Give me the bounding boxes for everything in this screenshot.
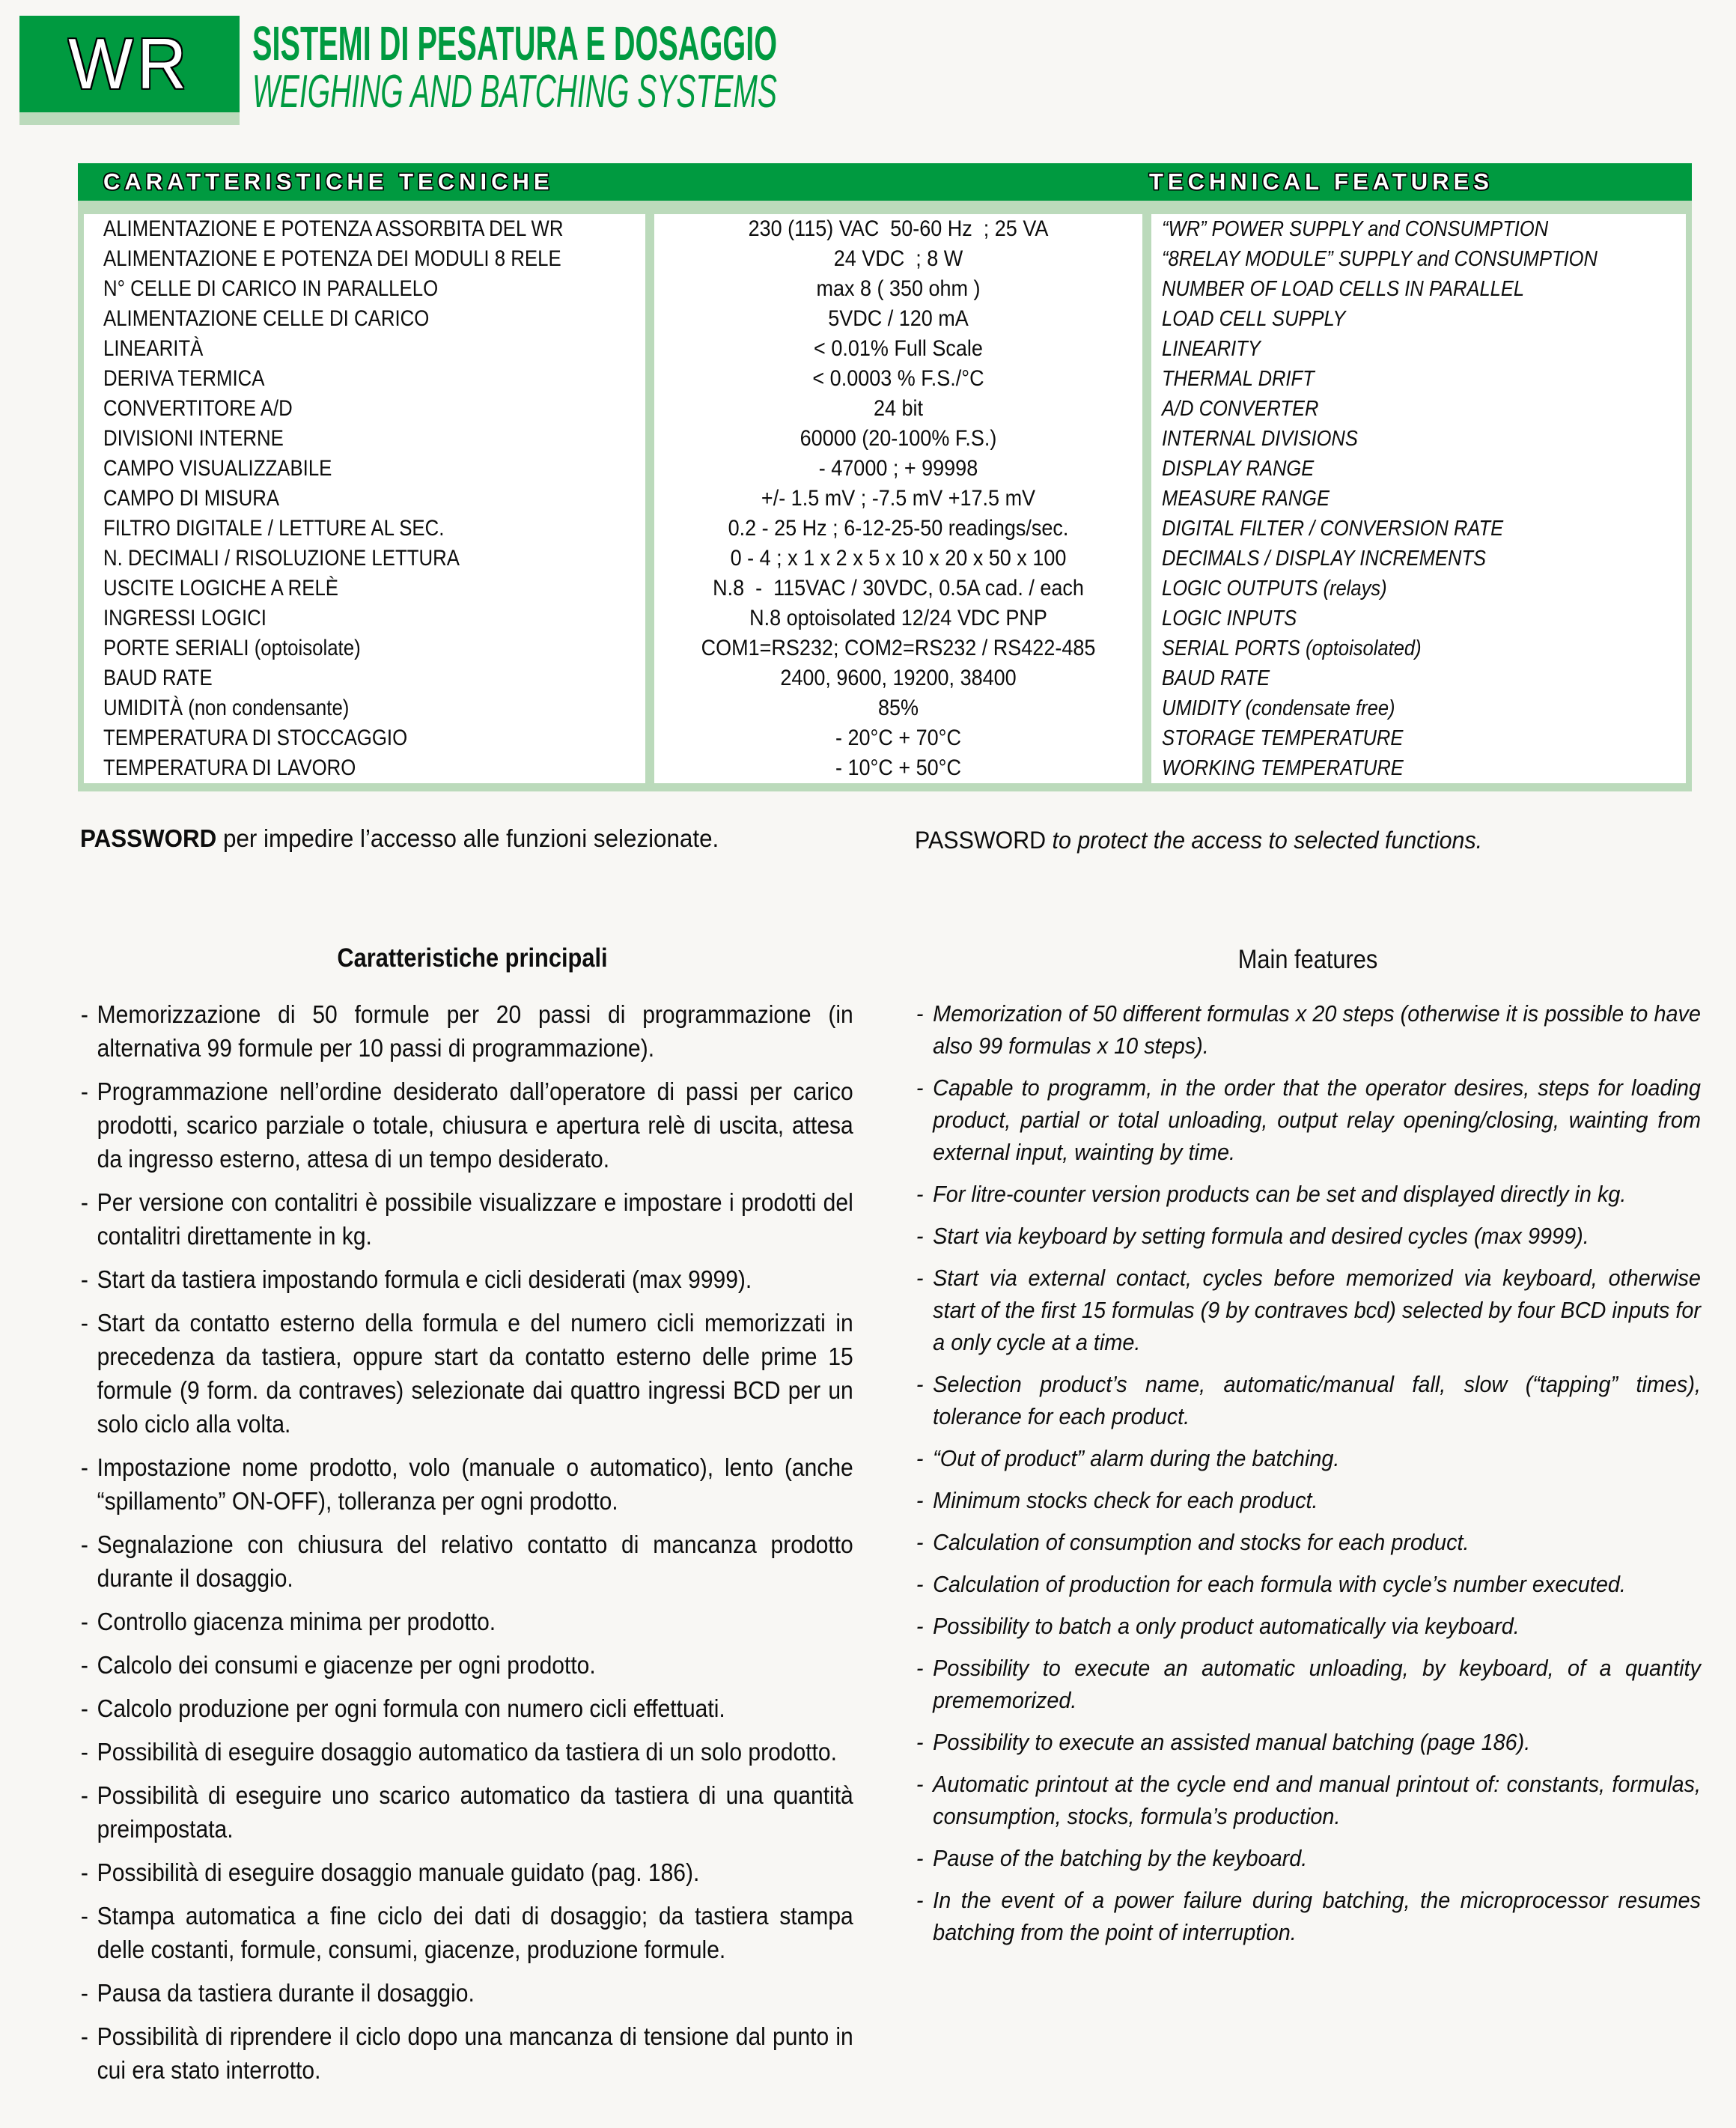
spec-label-english: BAUD RATE <box>1162 666 1270 690</box>
features-list-english <box>915 997 1701 1958</box>
page-title-english: WEIGHING AND BATCHING SYSTEMS <box>252 66 777 118</box>
spec-label-english: UMIDITY (condensate free) <box>1162 696 1395 720</box>
feature-text: Possibilità di eseguire dosaggio manuale guidato (pag. 186). <box>97 1858 700 1886</box>
bullet-dash: - <box>916 1371 924 1397</box>
spec-value: < 0.01% Full Scale <box>814 336 983 361</box>
spec-label-english: NUMBER OF LOAD CELLS IN PARALLEL <box>1162 277 1525 301</box>
spec-label-english: LOGIC OUTPUTS (relays) <box>1162 577 1387 601</box>
table-body <box>78 201 1692 791</box>
spec-value: 230 (115) VAC 50-60 Hz ; 25 VA <box>748 216 1049 241</box>
feature-item <box>915 1842 1701 1874</box>
password-word-italian: PASSWORD <box>80 824 217 852</box>
spec-label-italian: UMIDITÀ (non condensante) <box>103 696 350 720</box>
bullet-dash: - <box>916 1655 924 1681</box>
bullet-dash: - <box>80 1858 88 1886</box>
feature-item <box>79 1648 853 1682</box>
bullet-dash: - <box>80 1694 88 1722</box>
spec-value: < 0.0003 % F.S./°C <box>812 366 984 391</box>
table-header-english: TECHNICAL FEATURES <box>1149 168 1493 195</box>
bullet-dash: - <box>80 1608 88 1635</box>
spec-value: 60000 (20-100% F.S.) <box>800 426 997 451</box>
spec-label-italian: N° CELLE DI CARICO IN PARALLELO <box>103 276 439 301</box>
spec-value: 2400, 9600, 19200, 38400 <box>780 666 1017 690</box>
spec-label-english: “8RELAY MODULE” SUPPLY and CONSUMPTION <box>1162 247 1598 271</box>
feature-item <box>79 1855 853 1889</box>
spec-label-english: MEASURE RANGE <box>1162 487 1330 511</box>
feature-item <box>915 1220 1701 1252</box>
bullet-dash: - <box>80 1651 88 1679</box>
spec-value: 85% <box>877 696 919 720</box>
feature-text: Possibilità di eseguire uno scarico automatico da tastiera di una quantità preimpostata. <box>97 1781 853 1843</box>
feature-text: Start da tastiera impostando formula e cicli desiderati (max 9999). <box>97 1265 752 1293</box>
feature-item <box>79 1450 853 1518</box>
bullet-dash: - <box>80 1781 88 1809</box>
bullet-dash: - <box>80 1000 88 1028</box>
bullet-dash: - <box>80 2022 88 2050</box>
feature-item <box>79 1306 853 1441</box>
feature-text: Start via external contact, cycles before memorized via keyboard, otherwise start of the first 15 formulas (9 by contraves bcd) selected by four BCD inputs for a only cycle at a time. <box>933 1265 1701 1355</box>
feature-text: Automatic printout at the cycle end and manual printout of: constants, formulas, consumption, stocks, formula’s production. <box>933 1771 1701 1829</box>
spec-label-english: SERIAL PORTS (optoisolated) <box>1162 636 1422 660</box>
feature-item <box>79 1262 853 1296</box>
bullet-dash: - <box>916 1845 924 1871</box>
spec-label-english: LINEARITY <box>1162 337 1261 361</box>
spec-label-italian: FILTRO DIGITALE / LETTURE AL SEC. <box>103 516 445 541</box>
spec-value: N.8 - 115VAC / 30VDC, 0.5A cad. / each <box>713 576 1084 601</box>
bullet-dash: - <box>916 1074 924 1101</box>
bullet-dash: - <box>916 1445 924 1471</box>
spec-value: COM1=RS232; COM2=RS232 / RS422-485 <box>701 636 1096 660</box>
bullet-dash: - <box>916 1771 924 1797</box>
technical-features-table <box>78 163 1692 791</box>
password-text-english: to protect the access to selected functions. <box>1046 827 1483 854</box>
feature-text: Memorizzazione di 50 formule per 20 passi di programmazione (in alternativa 99 formule per 10 passi di programmazione). <box>97 1000 853 1062</box>
spec-label-italian: DERIVA TERMICA <box>103 366 265 391</box>
spec-label-italian: CAMPO VISUALIZZABILE <box>103 456 332 481</box>
bullet-dash: - <box>916 1487 924 1513</box>
spec-label-italian: PORTE SERIALI (optoisolate) <box>103 636 361 660</box>
password-word-english: PASSWORD <box>915 827 1047 854</box>
spec-label-italian: LINEARITÀ <box>103 336 204 361</box>
feature-text: Possibility to execute an automatic unloading, by keyboard, of a quantity prememorized. <box>933 1655 1701 1713</box>
spec-value: +/- 1.5 mV ; -7.5 mV +17.5 mV <box>761 486 1036 511</box>
feature-item <box>915 1178 1701 1210</box>
bullet-dash: - <box>916 1729 924 1755</box>
feature-item <box>915 1726 1701 1758</box>
feature-text: In the event of a power failure during batching, the microprocessor resumes batching from the point of interruption. <box>933 1887 1701 1945</box>
feature-text: Segnalazione con chiusura del relativo contatto di mancanza prodotto durante il dosaggio. <box>97 1530 853 1592</box>
password-note-italian <box>80 822 719 855</box>
wr-logo-strip <box>19 112 240 125</box>
spec-label-english: INTERNAL DIVISIONS <box>1162 427 1358 451</box>
feature-item <box>79 997 853 1065</box>
feature-item <box>915 1442 1701 1474</box>
spec-value: 0.2 - 25 Hz ; 6-12-25-50 readings/sec. <box>728 516 1069 541</box>
feature-item <box>915 1768 1701 1832</box>
bullet-dash: - <box>80 1077 88 1105</box>
spec-label-italian: ALIMENTAZIONE CELLE DI CARICO <box>103 306 430 331</box>
feature-item <box>79 1899 853 1966</box>
features-title-italian: Caratteristiche principali <box>337 943 608 973</box>
bullet-dash: - <box>916 1571 924 1597</box>
spec-label-italian: ALIMENTAZIONE E POTENZA ASSORBITA DEL WR <box>103 216 564 241</box>
feature-text: Selection product’s name, automatic/manual fall, slow (“tapping” times), tolerance for each product. <box>933 1371 1701 1429</box>
spec-label-english: LOGIC INPUTS <box>1162 607 1297 630</box>
spec-value: max 8 ( 350 ohm ) <box>816 276 981 301</box>
spec-label-english: WORKING TEMPERATURE <box>1162 756 1404 780</box>
bullet-dash: - <box>916 1181 924 1207</box>
bullet-dash: - <box>916 1000 924 1027</box>
feature-text: Possibilità di riprendere il ciclo dopo una mancanza di tensione dal punto in cui era stato interrotto. <box>97 2022 853 2084</box>
password-text-italian: per impedire l’accesso alle funzioni selezionate. <box>216 824 719 852</box>
feature-item <box>915 1526 1701 1558</box>
bullet-dash: - <box>80 1309 88 1337</box>
feature-item <box>79 1976 853 2010</box>
feature-item <box>915 1652 1701 1716</box>
spec-label-english: DISPLAY RANGE <box>1162 457 1315 481</box>
spec-value: 24 VDC ; 8 W <box>833 246 963 271</box>
spec-label-italian: N. DECIMALI / RISOLUZIONE LETTURA <box>103 546 460 571</box>
feature-text: Stampa automatica a fine ciclo dei dati di dosaggio; da tastiera stampa delle costanti, formule, consumi, giacenze, produzione formule. <box>97 1902 853 1963</box>
bullet-dash: - <box>80 1265 88 1293</box>
feature-item <box>915 1071 1701 1168</box>
spec-label-italian: TEMPERATURA DI LAVORO <box>103 756 356 780</box>
bullet-dash: - <box>916 1887 924 1913</box>
feature-text: Calculation of consumption and stocks for each product. <box>933 1529 1469 1555</box>
feature-text: Possibility to execute an assisted manual batching (page 186). <box>933 1729 1531 1755</box>
feature-item <box>79 1074 853 1176</box>
spec-label-english: DIGITAL FILTER / CONVERSION RATE <box>1162 517 1504 541</box>
feature-text: Pausa da tastiera durante il dosaggio. <box>97 1979 475 2007</box>
feature-text: “Out of product” alarm during the batching. <box>933 1445 1340 1471</box>
page-title-italian: SISTEMI DI PESATURA E DOSAGGIO <box>252 16 778 70</box>
feature-item <box>79 1778 853 1846</box>
spec-label-english: STORAGE TEMPERATURE <box>1162 726 1404 750</box>
wr-logo <box>19 16 240 112</box>
feature-text: Start via keyboard by setting formula and desired cycles (max 9999). <box>933 1223 1589 1249</box>
feature-text: For litre-counter version products can be set and displayed directly in kg. <box>933 1181 1627 1207</box>
table-header-bar <box>78 163 1692 201</box>
bullet-dash: - <box>80 1979 88 2007</box>
feature-text: Possibilità di eseguire dosaggio automatico da tastiera di un solo prodotto. <box>97 1738 837 1766</box>
feature-text: Calculation of production for each formula with cycle’s number executed. <box>933 1571 1626 1597</box>
feature-item <box>915 1484 1701 1516</box>
spec-value: 5VDC / 120 mA <box>828 306 969 331</box>
password-note-english <box>915 824 1482 857</box>
spec-label-italian: DIVISIONI INTERNE <box>103 426 284 451</box>
spec-label-english: “WR” POWER SUPPLY and CONSUMPTION <box>1162 217 1549 241</box>
feature-text: Possibility to batch a only product automatically via keyboard. <box>933 1613 1520 1639</box>
bullet-dash: - <box>80 1453 88 1481</box>
feature-item <box>79 1527 853 1595</box>
spec-label-italian: ALIMENTAZIONE E POTENZA DEI MODULI 8 RELE <box>103 246 561 271</box>
feature-item <box>915 1368 1701 1432</box>
spec-value: - 10°C + 50°C <box>835 756 961 780</box>
spec-value: - 20°C + 70°C <box>835 726 961 750</box>
spec-label-italian: TEMPERATURA DI STOCCAGGIO <box>103 726 408 750</box>
features-list-italian <box>79 997 853 2097</box>
spec-col-values <box>654 214 1142 783</box>
feature-item <box>915 1568 1701 1600</box>
wr-logo-text: WR <box>68 23 191 104</box>
bullet-dash: - <box>80 1188 88 1216</box>
spec-label-italian: BAUD RATE <box>103 666 213 690</box>
spec-col-italian <box>84 214 645 783</box>
bullet-dash: - <box>916 1613 924 1639</box>
feature-item <box>915 1884 1701 1948</box>
bullet-dash: - <box>80 1902 88 1930</box>
feature-item <box>79 1605 853 1638</box>
feature-text: Impostazione nome prodotto, volo (manuale o automatico), lento (anche “spillamento” ON-OFF), tolleranza per ogni prodotto. <box>97 1453 853 1515</box>
spec-label-english: DECIMALS / DISPLAY INCREMENTS <box>1162 547 1487 571</box>
bullet-dash: - <box>916 1223 924 1249</box>
feature-item <box>79 1735 853 1769</box>
spec-value: - 47000 ; + 99998 <box>818 456 978 481</box>
spec-value: 0 - 4 ; x 1 x 2 x 5 x 10 x 20 x 50 x 100 <box>730 546 1067 571</box>
feature-item <box>79 1185 853 1253</box>
feature-item <box>915 1610 1701 1642</box>
spec-label-english: THERMAL DRIFT <box>1162 367 1315 391</box>
feature-text: Start da contatto esterno della formula e del numero cicli memorizzati in precedenza da tastiera, oppure start da contatto esterno delle prime 15 formule (9 form. da contraves) selezionate dai quattro ingressi BCD per un solo ciclo alla volta. <box>97 1309 853 1438</box>
spec-label-english: A/D CONVERTER <box>1162 397 1319 421</box>
feature-item <box>915 997 1701 1062</box>
spec-col-english <box>1151 214 1686 783</box>
spec-label-english: LOAD CELL SUPPLY <box>1162 307 1346 331</box>
spec-label-italian: CONVERTITORE A/D <box>103 396 293 421</box>
feature-item <box>79 1691 853 1725</box>
bullet-dash: - <box>916 1529 924 1555</box>
page-titles <box>252 16 1099 118</box>
spec-label-italian: CAMPO DI MISURA <box>103 486 280 511</box>
feature-text: Per versione con contalitri è possibile visualizzare e impostare i prodotti del contalitri direttamente in kg. <box>97 1188 853 1250</box>
features-title-english: Main features <box>1237 945 1378 974</box>
table-header-italian: CARATTERISTICHE TECNICHE <box>103 168 554 195</box>
feature-item <box>79 2019 853 2087</box>
feature-item <box>915 1262 1701 1358</box>
spec-label-italian: USCITE LOGICHE A RELÈ <box>103 576 339 601</box>
feature-text: Calcolo dei consumi e giacenze per ogni prodotto. <box>97 1651 596 1679</box>
feature-text: Memorization of 50 different formulas x 20 steps (otherwise it is possible to have also 99 formulas x 10 steps). <box>933 1000 1701 1059</box>
spec-label-italian: INGRESSI LOGICI <box>103 606 267 630</box>
spec-value: N.8 optoisolated 12/24 VDC PNP <box>749 606 1047 630</box>
bullet-dash: - <box>916 1265 924 1291</box>
feature-text: Minimum stocks check for each product. <box>933 1487 1318 1513</box>
feature-text: Pause of the batching by the keyboard. <box>933 1845 1308 1871</box>
feature-text: Controllo giacenza minima per prodotto. <box>97 1608 496 1635</box>
bullet-dash: - <box>80 1738 88 1766</box>
feature-text: Programmazione nell’ordine desiderato dall’operatore di passi per carico prodotti, scarico parziale o totale, chiusura e apertura relè di uscita, attesa da ingresso esterno, attesa di un tempo desiderato. <box>97 1077 853 1173</box>
feature-text: Calcolo produzione per ogni formula con numero cicli effettuati. <box>97 1694 725 1722</box>
bullet-dash: - <box>80 1530 88 1558</box>
spec-value: 24 bit <box>873 396 924 421</box>
feature-text: Capable to programm, in the order that the operator desires, steps for loading product, partial or total unloading, output relay opening/closing, wainting from external input, wainting by time. <box>933 1074 1701 1165</box>
